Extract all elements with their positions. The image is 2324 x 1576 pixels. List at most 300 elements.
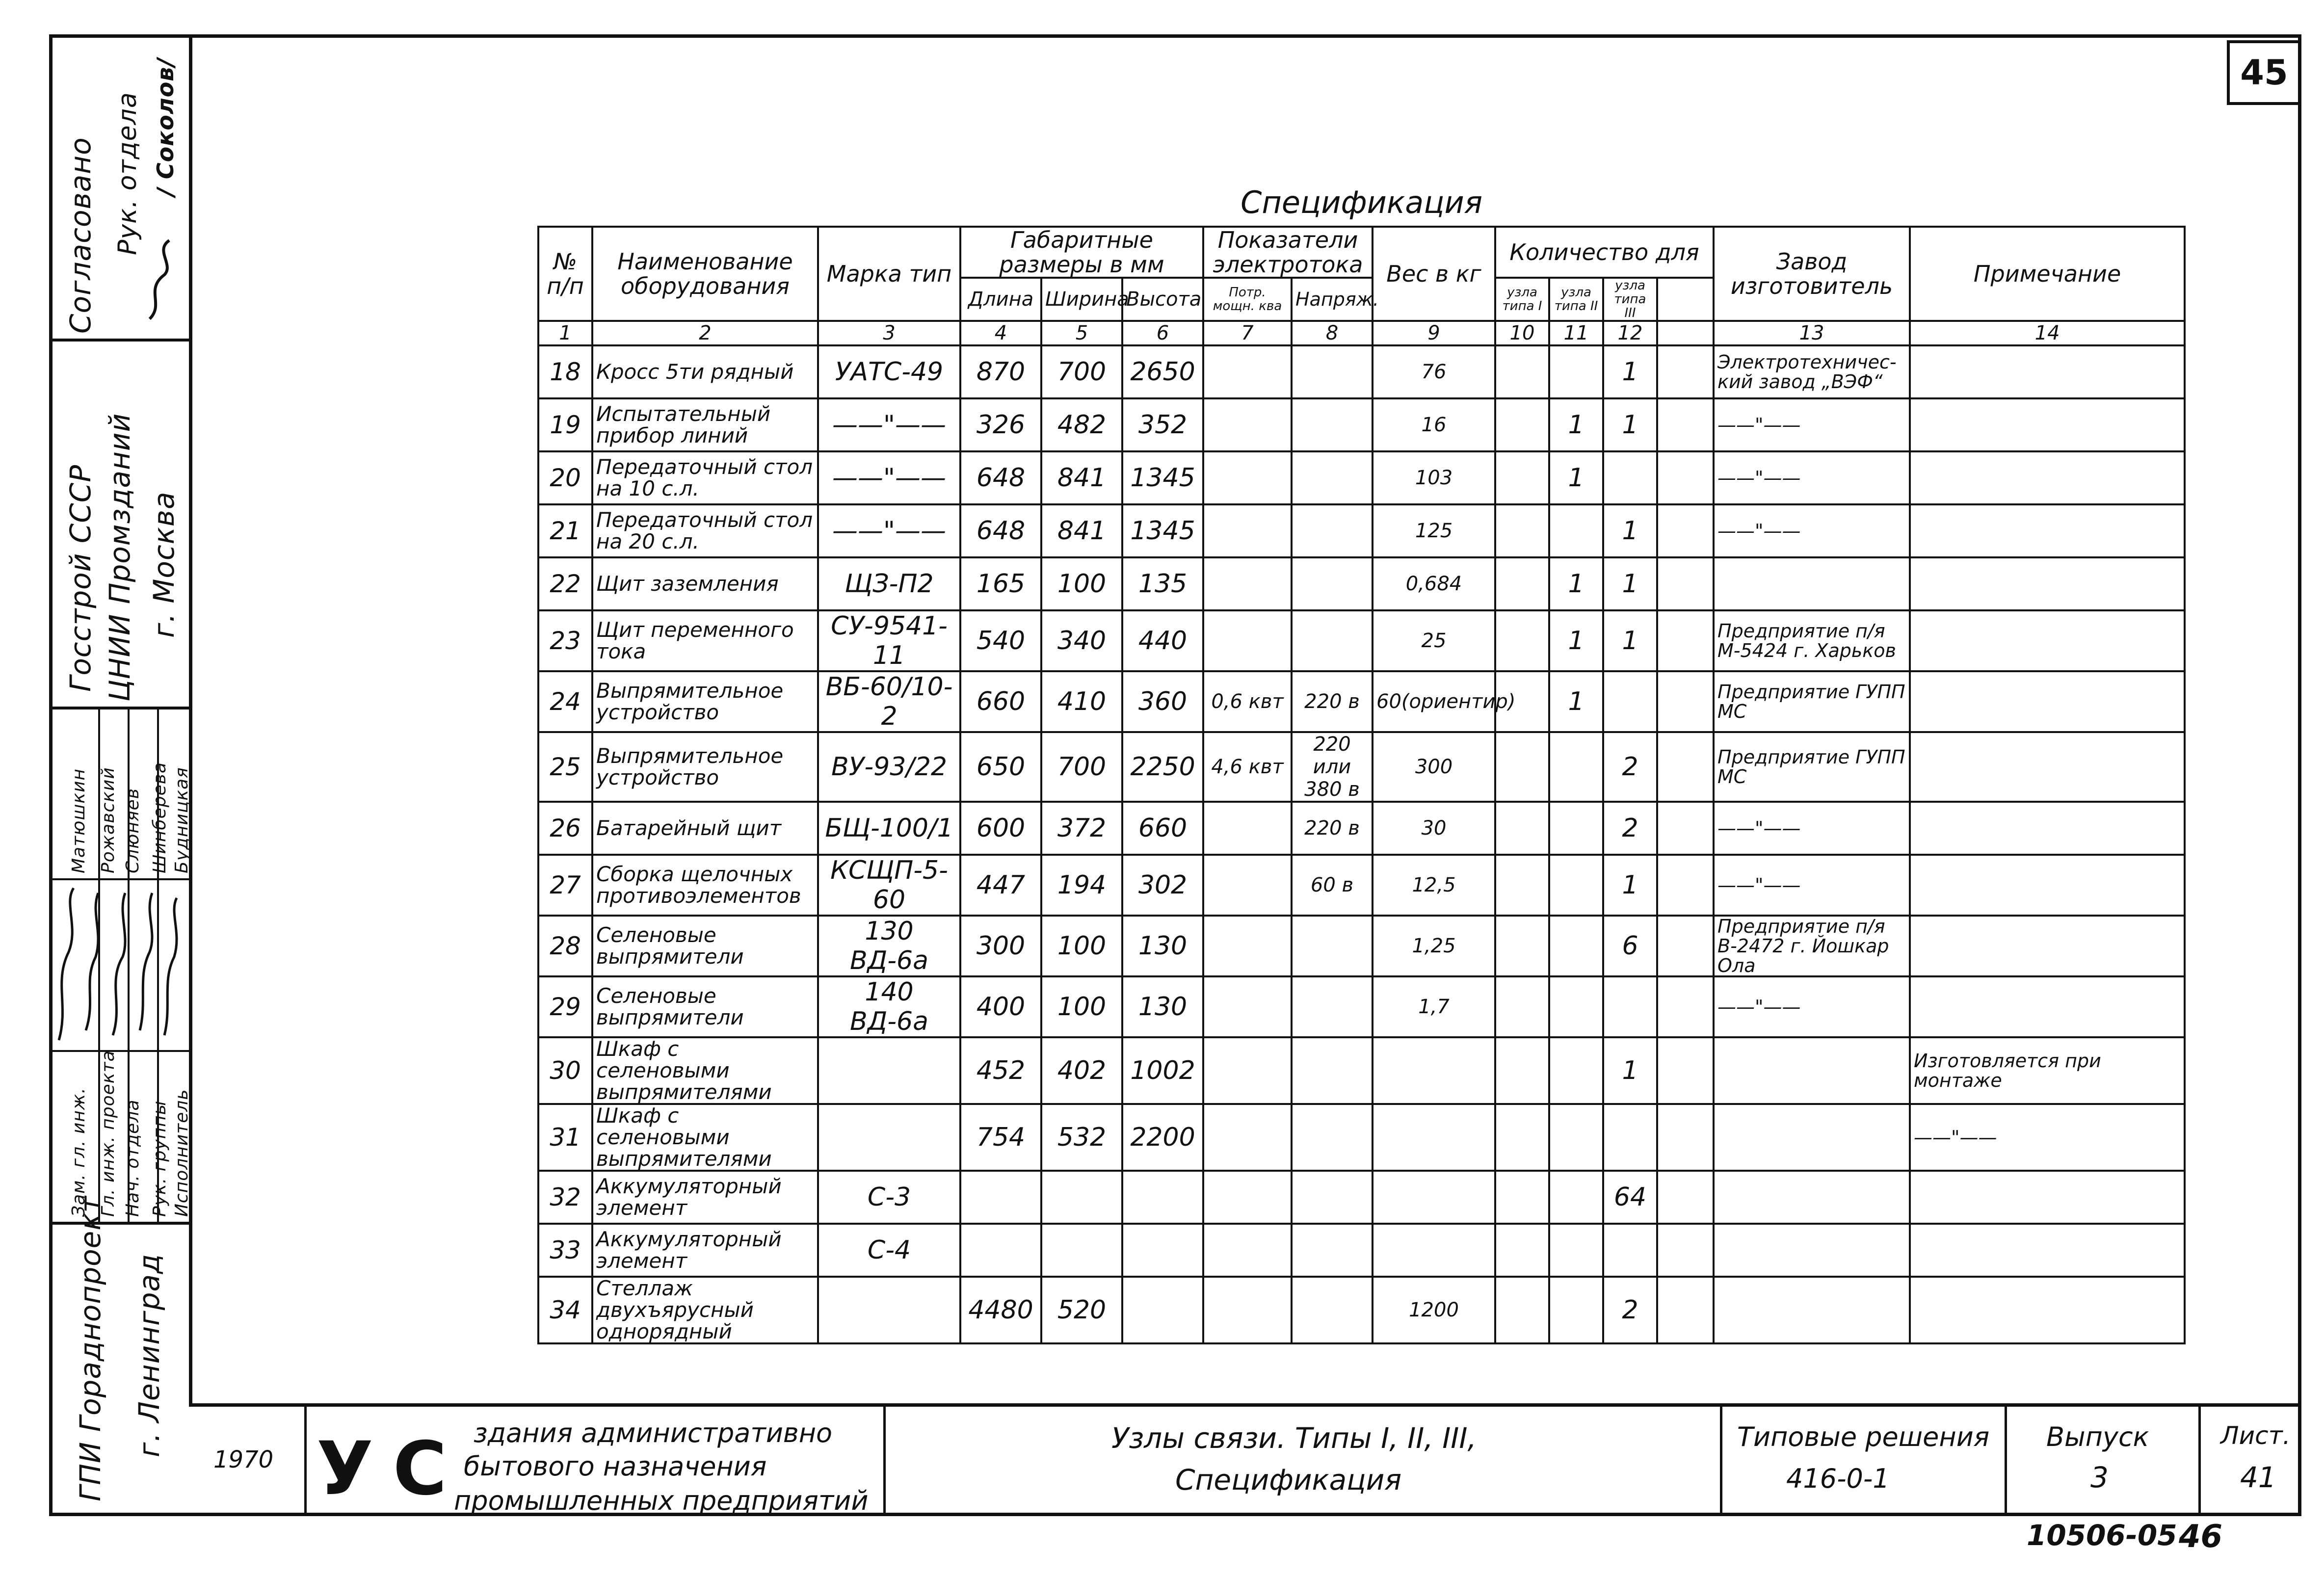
weight-value: 0,684 <box>1373 557 1495 610</box>
equipment-mark: ЩЗ-П2 <box>818 557 960 610</box>
column-number-row <box>538 321 2185 345</box>
approval-role: Рук. отдела <box>113 92 142 255</box>
row-number: 34 <box>538 1277 592 1343</box>
note: ——"—— <box>1910 1104 2185 1171</box>
manufacturer: ——"—— <box>1714 855 1910 916</box>
qty-type2: 1 <box>1549 451 1603 504</box>
header-name: Наименование оборудования <box>592 227 818 321</box>
weight-value: 300 <box>1373 732 1495 802</box>
table-row <box>538 802 2185 855</box>
row-number: 22 <box>538 557 592 610</box>
header-no: № п/п <box>538 227 592 321</box>
header-width: Ширина <box>1041 278 1122 321</box>
dim-width: 100 <box>1041 916 1122 976</box>
weight-value <box>1373 1171 1495 1224</box>
qty-type1 <box>1495 398 1549 451</box>
qty-type1 <box>1495 916 1549 976</box>
manufacturer: ——"—— <box>1714 504 1910 557</box>
weight-value: 60(ориентир) <box>1373 671 1495 732</box>
table-row <box>538 610 2185 671</box>
institute-name: ГПИ Гораднопроект <box>74 1195 107 1501</box>
qty-type3: 1 <box>1603 504 1657 557</box>
qty-type2 <box>1549 504 1603 557</box>
qty-type2: 1 <box>1549 671 1603 732</box>
staff-role-4: Исполнитель <box>172 1089 192 1217</box>
qty-type3: 1 <box>1603 610 1657 671</box>
qty-blank <box>1657 855 1714 916</box>
qty-blank <box>1657 976 1714 1037</box>
column-number: 14 <box>1910 321 2185 345</box>
equipment-mark <box>818 1037 960 1104</box>
dim-width: 532 <box>1041 1104 1122 1171</box>
staff-name-3: Шинберева <box>150 762 170 873</box>
equipment-mark: ——"—— <box>818 398 960 451</box>
series-line1: здания административно <box>474 1418 833 1448</box>
archive-page: 46 <box>2179 1519 2223 1555</box>
table-row <box>538 398 2185 451</box>
dim-width: 410 <box>1041 671 1122 732</box>
row-number: 32 <box>538 1171 592 1224</box>
voltage-value: 220 или 380 в <box>1292 732 1373 802</box>
column-number: 12 <box>1603 321 1657 345</box>
row-number: 24 <box>538 671 592 732</box>
equipment-mark: 130 ВД-6а <box>818 916 960 976</box>
approval-label: Согласовано <box>64 137 97 334</box>
manufacturer: ——"—— <box>1714 976 1910 1037</box>
staff-name-2: Слюняев <box>123 788 143 873</box>
weight-value: 1200 <box>1373 1277 1495 1343</box>
qty-blank <box>1657 451 1714 504</box>
qty-type2 <box>1549 732 1603 802</box>
table-row <box>538 855 2185 916</box>
weight-value: 12,5 <box>1373 855 1495 916</box>
dim-length: 650 <box>960 732 1041 802</box>
qty-type2 <box>1549 855 1603 916</box>
staff-role-1: Гл. инж. проекта <box>98 1050 118 1217</box>
dim-length: 452 <box>960 1037 1041 1104</box>
dim-length: 165 <box>960 557 1041 610</box>
dim-height: 2200 <box>1122 1104 1203 1171</box>
table-row <box>538 976 2185 1037</box>
manufacturer <box>1714 1224 1910 1277</box>
qty-type1 <box>1495 610 1549 671</box>
row-number: 27 <box>538 855 592 916</box>
sheet-number-box <box>2227 40 2301 105</box>
qty-type2 <box>1549 1277 1603 1343</box>
table-row <box>538 1037 2185 1104</box>
qty-type2 <box>1549 802 1603 855</box>
voltage-value: 220 в <box>1292 671 1373 732</box>
dim-height: 1002 <box>1122 1037 1203 1104</box>
qty-type1 <box>1495 1104 1549 1171</box>
qty-type2 <box>1549 976 1603 1037</box>
dim-length <box>960 1171 1041 1224</box>
qty-type1 <box>1495 1037 1549 1104</box>
dim-height: 135 <box>1122 557 1203 610</box>
dim-height: 1345 <box>1122 504 1203 557</box>
subject-line1: Узлы связи. Типы I, II, III, <box>1111 1421 1477 1455</box>
power-value <box>1203 1277 1292 1343</box>
dim-width: 700 <box>1041 345 1122 398</box>
weight-value: 103 <box>1373 451 1495 504</box>
qty-blank <box>1657 802 1714 855</box>
staff-role-2: Нач. отдела <box>123 1099 143 1217</box>
qty-type2: 1 <box>1549 557 1603 610</box>
voltage-value <box>1292 398 1373 451</box>
qty-type3: 1 <box>1603 345 1657 398</box>
qty-type2 <box>1549 916 1603 976</box>
table-row <box>538 345 2185 398</box>
column-number: 1 <box>538 321 592 345</box>
qty-type1 <box>1495 1224 1549 1277</box>
power-value <box>1203 855 1292 916</box>
equipment-name: Щит переменного тока <box>592 610 818 671</box>
title-sheet-cell <box>2201 1407 2301 1516</box>
qty-type1 <box>1495 557 1549 610</box>
column-number: 5 <box>1041 321 1122 345</box>
header-maker: Завод изготовитель <box>1714 227 1910 321</box>
weight-value: 30 <box>1373 802 1495 855</box>
power-value <box>1203 1104 1292 1171</box>
dim-height: 130 <box>1122 916 1203 976</box>
power-value <box>1203 916 1292 976</box>
header-qty-group: Количество для <box>1495 227 1714 278</box>
dim-width: 402 <box>1041 1037 1122 1104</box>
dim-length: 540 <box>960 610 1041 671</box>
manufacturer <box>1714 1037 1910 1104</box>
series-line3: промышленных предприятий <box>454 1485 869 1516</box>
table-row <box>538 451 2185 504</box>
power-value <box>1203 976 1292 1037</box>
table-row <box>538 671 2185 732</box>
dim-width: 482 <box>1041 398 1122 451</box>
row-number: 21 <box>538 504 592 557</box>
equipment-mark: СУ-9541-11 <box>818 610 960 671</box>
qty-blank <box>1657 557 1714 610</box>
org-line2: ЦНИИ Промзданий <box>103 413 136 702</box>
header-power: Потр. мощн. ква <box>1203 278 1292 321</box>
sheet-value: 41 <box>2240 1461 2276 1494</box>
manufacturer: Электротехничес-кий завод „ВЭФ“ <box>1714 345 1910 398</box>
issue-value: 3 <box>2090 1461 2109 1494</box>
dim-width: 100 <box>1041 976 1122 1037</box>
equipment-mark: ВБ-60/10-2 <box>818 671 960 732</box>
qty-blank <box>1657 916 1714 976</box>
equipment-mark <box>818 1104 960 1171</box>
equipment-name: Передаточный стол на 10 с.л. <box>592 451 818 504</box>
equipment-name: Аккумуляторный элемент <box>592 1171 818 1224</box>
row-number: 30 <box>538 1037 592 1104</box>
row-number: 28 <box>538 916 592 976</box>
dim-length: 660 <box>960 671 1041 732</box>
equipment-mark: БЩ-100/1 <box>818 802 960 855</box>
dim-length: 870 <box>960 345 1041 398</box>
equipment-mark: УАТС-49 <box>818 345 960 398</box>
dim-width: 700 <box>1041 732 1122 802</box>
qty-type2: 1 <box>1549 398 1603 451</box>
note <box>1910 1277 2185 1343</box>
manufacturer: ——"—— <box>1714 802 1910 855</box>
table-row <box>538 1171 2185 1224</box>
power-value <box>1203 504 1292 557</box>
equipment-mark: С-3 <box>818 1171 960 1224</box>
dim-width: 841 <box>1041 504 1122 557</box>
title-block <box>189 1403 2301 1516</box>
header-note: Примечание <box>1910 227 2185 321</box>
qty-type3 <box>1603 671 1657 732</box>
org-line3: г. Москва <box>147 491 181 638</box>
dim-width: 520 <box>1041 1277 1122 1343</box>
dim-width: 372 <box>1041 802 1122 855</box>
voltage-value <box>1292 1171 1373 1224</box>
note: Изготовляется при монтаже <box>1910 1037 2185 1104</box>
sheet-label: Лист. <box>2220 1421 2291 1450</box>
staff-role-0: Зам. гл. инж. <box>69 1087 89 1217</box>
header-qty-blank <box>1657 278 1714 321</box>
approval-signature-name: / Соколов/ <box>152 57 179 196</box>
qty-blank <box>1657 732 1714 802</box>
manufacturer <box>1714 1277 1910 1343</box>
qty-type3: 1 <box>1603 855 1657 916</box>
qty-type3: 2 <box>1603 802 1657 855</box>
standard-label: Типовые решения <box>1737 1421 1990 1452</box>
dim-width: 100 <box>1041 557 1122 610</box>
title-standard-cell <box>1722 1407 2007 1516</box>
equipment-mark: 140 ВД-6а <box>818 976 960 1037</box>
equipment-mark: ВУ-93/22 <box>818 732 960 802</box>
header-qty2: узла типа II <box>1549 278 1603 321</box>
voltage-value <box>1292 451 1373 504</box>
dim-height <box>1122 1277 1203 1343</box>
equipment-name: Передаточный стол на 20 с.л. <box>592 504 818 557</box>
qty-blank <box>1657 1037 1714 1104</box>
header-power-group: Показатели электротока <box>1203 227 1373 278</box>
column-number: 2 <box>592 321 818 345</box>
power-value <box>1203 345 1292 398</box>
qty-type1 <box>1495 976 1549 1037</box>
qty-type2 <box>1549 345 1603 398</box>
table-row <box>538 916 2185 976</box>
power-value <box>1203 451 1292 504</box>
qty-blank <box>1657 1224 1714 1277</box>
qty-blank <box>1657 345 1714 398</box>
equipment-name: Щит заземления <box>592 557 818 610</box>
equipment-name: Шкаф с селеновыми выпрямителями <box>592 1037 818 1104</box>
qty-type1 <box>1495 802 1549 855</box>
manufacturer <box>1714 1104 1910 1171</box>
dim-length: 447 <box>960 855 1041 916</box>
dim-length: 754 <box>960 1104 1041 1171</box>
weight-value: 25 <box>1373 610 1495 671</box>
qty-type1 <box>1495 1277 1549 1343</box>
equipment-name: Аккумуляторный элемент <box>592 1224 818 1277</box>
power-value <box>1203 557 1292 610</box>
approval-signature-icon <box>135 231 184 329</box>
note <box>1910 1224 2185 1277</box>
note <box>1910 1171 2185 1224</box>
weight-value <box>1373 1224 1495 1277</box>
qty-type1 <box>1495 451 1549 504</box>
dim-width <box>1041 1171 1122 1224</box>
title-year-cell <box>189 1407 307 1516</box>
qty-type3: 64 <box>1603 1171 1657 1224</box>
dim-width: 841 <box>1041 451 1122 504</box>
qty-blank <box>1657 504 1714 557</box>
weight-value: 125 <box>1373 504 1495 557</box>
qty-type2 <box>1549 1037 1603 1104</box>
header-dims: Габаритные размеры в мм <box>960 227 1203 278</box>
table-row <box>538 1277 2185 1343</box>
dim-height: 2650 <box>1122 345 1203 398</box>
qty-type3 <box>1603 1224 1657 1277</box>
staff-name-0: Матюшкин <box>69 768 89 873</box>
dim-height: 302 <box>1122 855 1203 916</box>
voltage-value <box>1292 1224 1373 1277</box>
weight-value <box>1373 1104 1495 1171</box>
staff-signatures-icon <box>49 883 191 1045</box>
qty-type3: 6 <box>1603 916 1657 976</box>
dim-width: 340 <box>1041 610 1122 671</box>
dim-height <box>1122 1224 1203 1277</box>
row-number: 20 <box>538 451 592 504</box>
dim-length: 600 <box>960 802 1041 855</box>
staff-name-4: Будницкая <box>172 767 192 873</box>
qty-type3: 1 <box>1603 557 1657 610</box>
table-title: Спецификация <box>538 179 2185 227</box>
archive-code: 10506-05 <box>2027 1519 2177 1552</box>
note <box>1910 802 2185 855</box>
qty-type3: 1 <box>1603 398 1657 451</box>
manufacturer <box>1714 557 1910 610</box>
note <box>1910 398 2185 451</box>
voltage-value: 220 в <box>1292 802 1373 855</box>
weight-value: 76 <box>1373 345 1495 398</box>
qty-type2: 1 <box>1549 610 1603 671</box>
note <box>1910 451 2185 504</box>
column-number: 3 <box>818 321 960 345</box>
equipment-name: Выпрямительное устройство <box>592 671 818 732</box>
note <box>1910 345 2185 398</box>
qty-type3: 2 <box>1603 1277 1657 1343</box>
org-line1: Госстрой СССР <box>64 464 97 692</box>
power-value <box>1203 1224 1292 1277</box>
note <box>1910 671 2185 732</box>
dim-width: 194 <box>1041 855 1122 916</box>
dim-height: 660 <box>1122 802 1203 855</box>
header-weight: Вес в кг <box>1373 227 1495 321</box>
qty-type1 <box>1495 855 1549 916</box>
row-number: 29 <box>538 976 592 1037</box>
title-subject-cell <box>886 1407 1722 1516</box>
weight-value: 1,25 <box>1373 916 1495 976</box>
header-qty1: узла типа I <box>1495 278 1549 321</box>
note <box>1910 610 2185 671</box>
dim-length <box>960 1224 1041 1277</box>
dim-height: 1345 <box>1122 451 1203 504</box>
dim-height <box>1122 1171 1203 1224</box>
manufacturer: ——"—— <box>1714 451 1910 504</box>
weight-value: 1,7 <box>1373 976 1495 1037</box>
approval-strip <box>49 34 191 1516</box>
column-number: 13 <box>1714 321 1910 345</box>
weight-value: 16 <box>1373 398 1495 451</box>
voltage-value <box>1292 504 1373 557</box>
voltage-value <box>1292 1037 1373 1104</box>
qty-type3 <box>1603 451 1657 504</box>
manufacturer: Предприятие ГУПП МС <box>1714 732 1910 802</box>
qty-type2 <box>1549 1171 1603 1224</box>
power-value <box>1203 802 1292 855</box>
equipment-name: Шкаф с селеновыми выпрямителями <box>592 1104 818 1171</box>
staff-name-1: Рожавский <box>98 767 118 873</box>
dim-height: 2250 <box>1122 732 1203 802</box>
voltage-value <box>1292 1277 1373 1343</box>
column-number: 6 <box>1122 321 1203 345</box>
manufacturer: Предприятие п/я В-2472 г. Йошкар Ола <box>1714 916 1910 976</box>
dim-length: 4480 <box>960 1277 1041 1343</box>
weight-value <box>1373 1037 1495 1104</box>
qty-type1 <box>1495 345 1549 398</box>
column-number: 7 <box>1203 321 1292 345</box>
dim-height: 440 <box>1122 610 1203 671</box>
voltage-value: 60 в <box>1292 855 1373 916</box>
qty-type1 <box>1495 1171 1549 1224</box>
note <box>1910 976 2185 1037</box>
row-number: 31 <box>538 1104 592 1171</box>
equipment-name: Сборка щелочных противоэлементов <box>592 855 818 916</box>
equipment-name: Выпрямительное устройство <box>592 732 818 802</box>
voltage-value <box>1292 345 1373 398</box>
qty-type3: 1 <box>1603 1037 1657 1104</box>
row-number: 19 <box>538 398 592 451</box>
title-year: 1970 <box>213 1446 274 1473</box>
row-number: 33 <box>538 1224 592 1277</box>
equipment-name: Батарейный щит <box>592 802 818 855</box>
manufacturer: ——"—— <box>1714 398 1910 451</box>
dim-length: 400 <box>960 976 1041 1037</box>
qty-blank <box>1657 1277 1714 1343</box>
qty-blank <box>1657 1171 1714 1224</box>
sheet-number: 45 <box>2240 53 2288 93</box>
voltage-value <box>1292 610 1373 671</box>
dim-height: 352 <box>1122 398 1203 451</box>
series-line2: бытового назначения <box>464 1451 767 1482</box>
qty-blank <box>1657 671 1714 732</box>
qty-type3 <box>1603 976 1657 1037</box>
dim-height: 360 <box>1122 671 1203 732</box>
standard-code: 416-0-1 <box>1786 1463 1890 1494</box>
manufacturer <box>1714 1171 1910 1224</box>
dim-length: 326 <box>960 398 1041 451</box>
note <box>1910 557 2185 610</box>
row-number: 23 <box>538 610 592 671</box>
header-length: Длина <box>960 278 1041 321</box>
column-number: 4 <box>960 321 1041 345</box>
dim-length: 648 <box>960 451 1041 504</box>
column-number: 9 <box>1373 321 1495 345</box>
power-value <box>1203 610 1292 671</box>
table-row <box>538 504 2185 557</box>
series-logo: УС <box>317 1426 467 1512</box>
note <box>1910 504 2185 557</box>
issue-label: Выпуск <box>2046 1421 2149 1452</box>
table-row <box>538 1104 2185 1171</box>
row-number: 26 <box>538 802 592 855</box>
note <box>1910 855 2185 916</box>
qty-type3: 2 <box>1603 732 1657 802</box>
equipment-mark: КСЩП-5-60 <box>818 855 960 916</box>
equipment-mark: ——"—— <box>818 504 960 557</box>
